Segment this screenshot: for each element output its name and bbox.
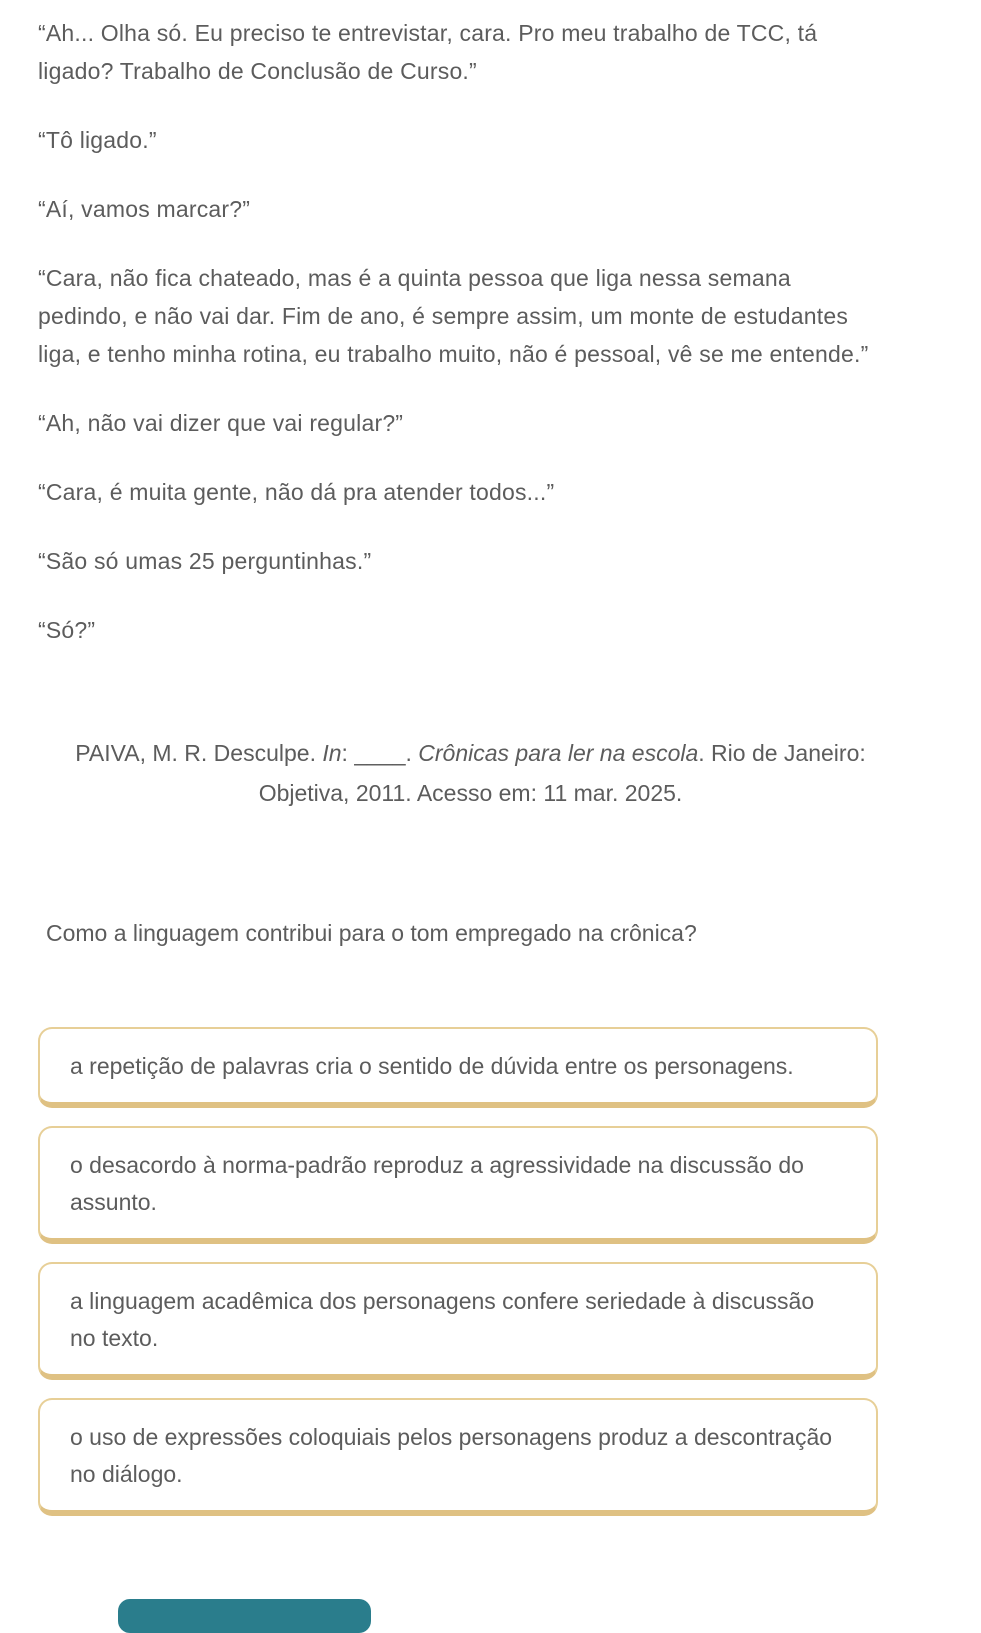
answer-option-label: a linguagem acadêmica dos personagens confere seriedade à discussão no texto. [70,1288,815,1351]
passage-paragraph: “São só umas 25 perguntinhas.” [38,548,372,574]
citation-text: PAIVA, M. R. Desculpe. [75,740,323,766]
passage-paragraph: “Ah... Olha só. Eu preciso te entrevistar, cara. Pro meu trabalho de TCC, tá ligado? Trabalho de Conclusão de Curso.” [38,20,818,84]
question-text: Como a linguagem contribui para o tom empregado na crônica? [46,920,697,946]
answer-option-1[interactable] [38,1027,878,1108]
answer-option-3[interactable] [38,1262,878,1380]
citation-in-italic: In [322,740,342,766]
citation-text: . Rio de Janeiro: Objetiva, 2011. Acesso em: 11 mar. 2025. [258,740,866,806]
answer-options [38,1027,881,1516]
continue-button[interactable] [118,1599,371,1633]
passage-paragraph: “Tô ligado.” [38,127,157,153]
passage-paragraph: “Cara, não fica chateado, mas é a quinta pessoa que liga nessa semana pedindo, e não vai dar. Fim de ano, é sempre assim, um monte de estudantes liga, e tenho minha rotina, eu trabalho muito, não é pessoal, vê se me entende.” [38,265,869,367]
passage [38,14,881,649]
passage-paragraph: “Só?” [38,617,96,643]
answer-option-2[interactable] [38,1126,878,1244]
answer-option-label: o desacordo à norma-padrão reproduz a agressividade na discussão do assunto. [70,1152,804,1215]
citation-book-title: Crônicas para ler na escola [418,740,699,766]
answer-option-label: a repetição de palavras cria o sentido de dúvida entre os personagens. [70,1053,794,1079]
passage-paragraph: “Cara, é muita gente, não dá pra atender todos...” [38,479,555,505]
passage-paragraph: “Ah, não vai dizer que vai regular?” [38,410,404,436]
passage-paragraph: “Aí, vamos marcar?” [38,196,251,222]
answer-option-label: o uso de expressões coloquiais pelos personagens produz a descontração no diálogo. [70,1424,833,1487]
answer-option-4[interactable] [38,1398,878,1516]
citation [60,733,881,813]
citation-text: : ____. [341,740,419,766]
